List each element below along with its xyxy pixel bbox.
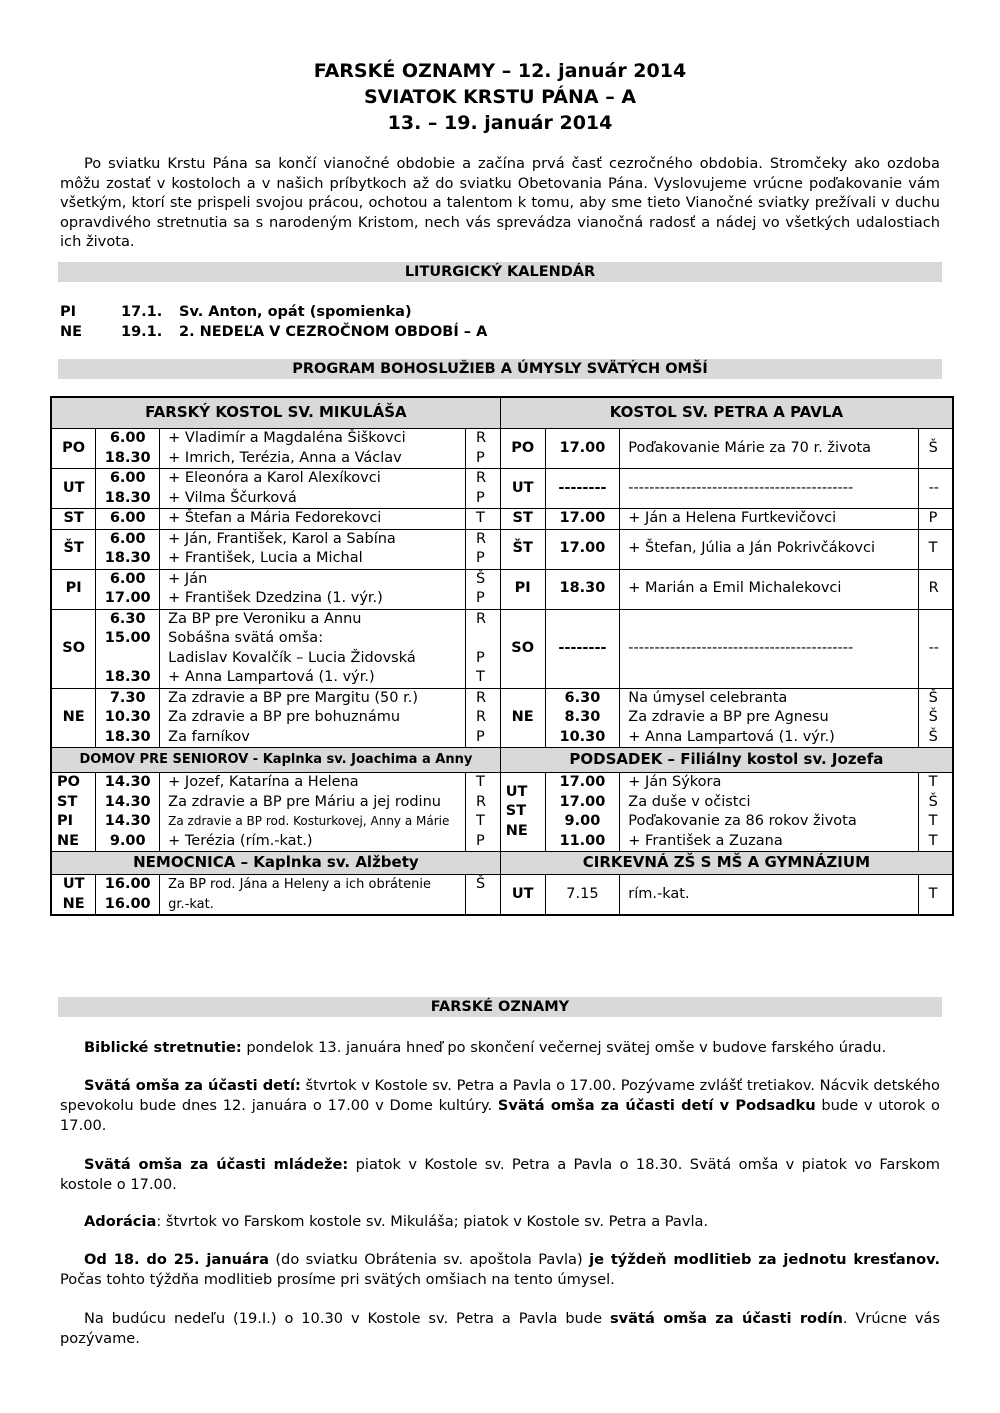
church-header: DOMOV PRE SENIOROV - Kaplnka sv. Joachima a Anny — [51, 748, 500, 773]
intention-cell: + Štefan, Júlia a Ján Pokrivčákovci — [620, 529, 918, 569]
day-cell: PO ST PI NE — [51, 773, 96, 852]
time-cell: 6.00 17.00 — [96, 569, 160, 609]
day-cell: NE — [51, 688, 96, 748]
intention-line: + Terézia (rím.-kat.) — [168, 832, 313, 849]
day-cell: UT — [500, 875, 545, 916]
announcement-text: : štvrtok vo Farskom kostole sv. Mikuláša; piatok v Kostole sv. Petra a Pavla. — [156, 1213, 709, 1230]
celebrant-cell: R P T — [465, 609, 500, 688]
announcement-title: Biblické stretnutie: — [84, 1039, 242, 1056]
calendar-date: 19.1. — [121, 324, 163, 340]
calendar-text: Sv. Anton, opát (spomienka) — [179, 304, 412, 320]
announcement-paragraph — [60, 1076, 940, 1136]
celebrant-cell: R P — [465, 429, 500, 469]
time-cell: 18.30 — [545, 569, 620, 609]
calendar-day: PI — [60, 304, 77, 320]
time-cell: 16.00 16.00 — [96, 875, 160, 916]
table-row — [51, 875, 953, 916]
day-cell: PO — [500, 429, 545, 469]
time-cell: 7.30 10.30 18.30 — [96, 688, 160, 748]
announcements-heading: FARSKÉ OZNAMY — [58, 997, 942, 1017]
celebrant-cell: T — [918, 529, 953, 569]
liturgy-heading: LITURGICKÝ KALENDÁR — [58, 262, 942, 282]
intention-cell: + Ján a Helena Furtkevičovci — [620, 509, 918, 530]
program-heading: PROGRAM BOHOSLUŽIEB A ÚMYSLY SVÄTÝCH OMŠÍ — [58, 359, 942, 379]
day-cell: PI — [500, 569, 545, 609]
intention-cell: + Ján + František Dzedzina (1. výr.) — [160, 569, 466, 609]
intention-cell: ------------------------------------------- — [620, 469, 918, 509]
time-cell: 17.00 — [545, 429, 620, 469]
announcement-title: svätá omša za účasti rodín — [609, 1310, 843, 1327]
section-header-row — [51, 748, 953, 773]
time-cell: 14.30 14.30 14.30 9.00 — [96, 773, 160, 852]
day-cell: UT NE — [51, 875, 96, 916]
intention-cell: + Štefan a Mária Fedorekovci — [160, 509, 466, 530]
day-cell: UT ST NE — [500, 773, 545, 852]
church-header: CIRKEVNÁ ZŠ S MŠ A GYMNÁZIUM — [500, 852, 953, 875]
intention-cell: Za zdravie a BP pre Margitu (50 r.) Za zdravie a BP pre bohuznámu Za farníkov — [160, 688, 466, 748]
church-header: FARSKÝ KOSTOL SV. MIKULÁŠA — [51, 397, 500, 429]
announcement-paragraph — [60, 1250, 940, 1290]
day-cell: ŠT — [51, 529, 96, 569]
intention-line: Za zdravie a BP rod. Kosturkovej, Anny a Márie — [168, 814, 450, 828]
celebrant-cell: T Š T T — [918, 773, 953, 852]
announcement-title: Od 18. do 25. januára — [84, 1251, 269, 1268]
church-header: KOSTOL SV. PETRA A PAVLA — [500, 397, 953, 429]
announcement-title: Svätá omša za účasti detí: — [84, 1077, 301, 1094]
church-header: PODSADEK – Filiálny kostol sv. Jozefa — [500, 748, 953, 773]
time-cell: 6.30 15.00 18.30 — [96, 609, 160, 688]
celebrant-cell: R R P — [465, 688, 500, 748]
announcement-paragraph — [60, 1212, 940, 1232]
table-row — [51, 469, 953, 509]
intention-cell: Poďakovanie Márie za 70 r. života — [620, 429, 918, 469]
announcement-paragraph — [60, 1309, 940, 1349]
intro-text: Po sviatku Krstu Pána sa končí vianočné obdobie a začína prvá časť cezročného obdobia. Stromčeky ako ozdoba môžu zostať v kostoloch a v našich príbytkoch až do sviatku Obetovania Pána. Vyslovujeme vrúcne poďakovanie vám všetkým, ktorí ste prispeli svojou prácou, ochotou a talentom k tomu, aby sme tieto Vianočné sviatky prežívali v duchu opravdivého stretnutia sa s narodeným Kristom, nech vás sprevádza vianočná radosť a nádej vo všetkých udalostiach ich života. — [60, 155, 940, 250]
celebrant-cell: Š Š Š — [918, 688, 953, 748]
day-cell: ŠT — [500, 529, 545, 569]
calendar-date: 17.1. — [121, 304, 163, 320]
intention-cell: rím.-kat. — [620, 875, 918, 916]
time-cell: -------- — [545, 609, 620, 688]
announcement-text: piatok v Kostole sv. Petra a Pavla o 18.30. Svätá omša v piatok vo Farskom kostole o 17.00. — [60, 1156, 941, 1193]
announcement-text: . Vrúcne vás pozývame. — [60, 1310, 941, 1347]
time-cell: 6.00 18.30 — [96, 529, 160, 569]
intention-cell: + Marián a Emil Michalekovci — [620, 569, 918, 609]
feast-title: SVIATOK KRSTU PÁNA – A — [363, 86, 637, 108]
table-row — [51, 429, 953, 469]
day-cell: PO — [51, 429, 96, 469]
intention-cell: ------------------------------------------- — [620, 609, 918, 688]
celebrant-cell: T — [465, 509, 500, 530]
day-cell: ST — [500, 509, 545, 530]
time-cell: 6.00 18.30 — [96, 429, 160, 469]
time-cell: 6.00 — [96, 509, 160, 530]
announcement-text: (do sviatku Obrátenia sv. apoštola Pavla) — [268, 1251, 590, 1268]
time-cell: 6.00 18.30 — [96, 469, 160, 509]
section-header-row — [51, 852, 953, 875]
announcement-title: Adorácia — [84, 1213, 157, 1230]
celebrant-cell: T R T P — [465, 773, 500, 852]
day-cell: NE — [500, 688, 545, 748]
announcement-text: Na budúcu nedeľu (19.I.) o 10.30 v Kostole sv. Petra a Pavla bude — [84, 1310, 610, 1327]
announcement-text: bude v utorok o 17.00. — [60, 1097, 940, 1134]
intention-cell: + Ján Sýkora Za duše v očistci Poďakovanie za 86 rokov života + František a Zuzana — [620, 773, 918, 852]
page-title: FARSKÉ OZNAMY – 12. január 2014 — [313, 60, 687, 82]
table-row — [51, 569, 953, 609]
announcement-paragraph — [60, 1155, 940, 1195]
celebrant-cell: -- — [918, 469, 953, 509]
time-cell: 7.15 — [545, 875, 620, 916]
time-cell: 17.00 — [545, 529, 620, 569]
announcement-text: štvrtok v Kostole sv. Petra a Pavla o 17.00. Pozývame zvlášť tretiakov. Nácvik detského spevokolu bude dnes 12. januára o 17.00 v Dome kultúry. — [60, 1077, 940, 1114]
announcement-text: pondelok 13. januára hneď po skončení večernej svätej omše v budove farského úradu. — [241, 1039, 887, 1056]
celebrant-cell: R P — [465, 529, 500, 569]
mass-schedule-table — [50, 396, 954, 916]
announcement-title: Svätá omša za účasti mládeže: — [84, 1156, 349, 1173]
intention-cell: + Vladimír a Magdaléna Šiškovci + Imrich, Terézia, Anna a Václav — [160, 429, 466, 469]
table-row — [51, 688, 953, 748]
intention-line: + Jozef, Katarína a Helena — [168, 774, 359, 790]
time-cell: 17.00 — [545, 509, 620, 530]
time-cell: 6.30 8.30 10.30 — [545, 688, 620, 748]
table-row — [51, 509, 953, 530]
intention-cell: + Ján, František, Karol a Sabína + František, Lucia a Michal — [160, 529, 466, 569]
celebrant-cell: R P — [465, 469, 500, 509]
calendar-text: 2. NEDEĽA V CEZROČNOM OBDOBÍ – A — [179, 324, 488, 340]
intention-cell: Na úmysel celebranta Za zdravie a BP pre Agnesu + Anna Lampartová (1. výr.) — [620, 688, 918, 748]
day-cell: ST — [51, 509, 96, 530]
table-row — [51, 773, 953, 852]
intention-cell — [160, 773, 466, 852]
announcement-paragraph — [60, 1038, 940, 1058]
celebrant-cell: T — [918, 875, 953, 916]
announcement-text: Počas tohto týždňa modlitieb prosíme pri svätých omšiach na tento úmysel. — [60, 1271, 615, 1288]
church-header: NEMOCNICA – Kaplnka sv. Alžbety — [51, 852, 500, 875]
celebrant-cell: R — [918, 569, 953, 609]
celebrant-cell: Š — [918, 429, 953, 469]
intention-cell: + Eleonóra a Karol Alexíkovci + Vilma Ščurková — [160, 469, 466, 509]
announcement-title: je týždeň modlitieb za jednotu kresťanov. — [589, 1251, 940, 1268]
day-cell: PI — [51, 569, 96, 609]
day-cell: SO — [500, 609, 545, 688]
intro-paragraph — [60, 154, 940, 252]
day-cell: UT — [500, 469, 545, 509]
day-cell: UT — [51, 469, 96, 509]
table-row — [51, 529, 953, 569]
intention-cell: Za BP pre Veroniku a Annu Sobášna svätá omša: Ladislav Kovalčík – Lucia Židovská + Anna Lampartová (1. výr.) — [160, 609, 466, 688]
announcement-title: Svätá omša za účasti detí v Podsadku — [497, 1097, 816, 1114]
celebrant-cell: Š P — [465, 569, 500, 609]
intention-cell: Za BP rod. Jána a Heleny a ich obrátenie gr.-kat. — [160, 875, 466, 916]
table-row — [51, 609, 953, 688]
time-cell: -------- — [545, 469, 620, 509]
time-cell: 17.00 17.00 9.00 11.00 — [545, 773, 620, 852]
calendar-day: NE — [60, 324, 83, 340]
section-header-row — [51, 397, 953, 429]
day-cell: SO — [51, 609, 96, 688]
date-range: 13. – 19. január 2014 — [387, 112, 613, 134]
celebrant-cell: Š — [465, 875, 500, 916]
celebrant-cell: P — [918, 509, 953, 530]
intention-line: Za zdravie a BP pre Máriu a jej rodinu — [168, 793, 441, 810]
celebrant-cell: -- — [918, 609, 953, 688]
